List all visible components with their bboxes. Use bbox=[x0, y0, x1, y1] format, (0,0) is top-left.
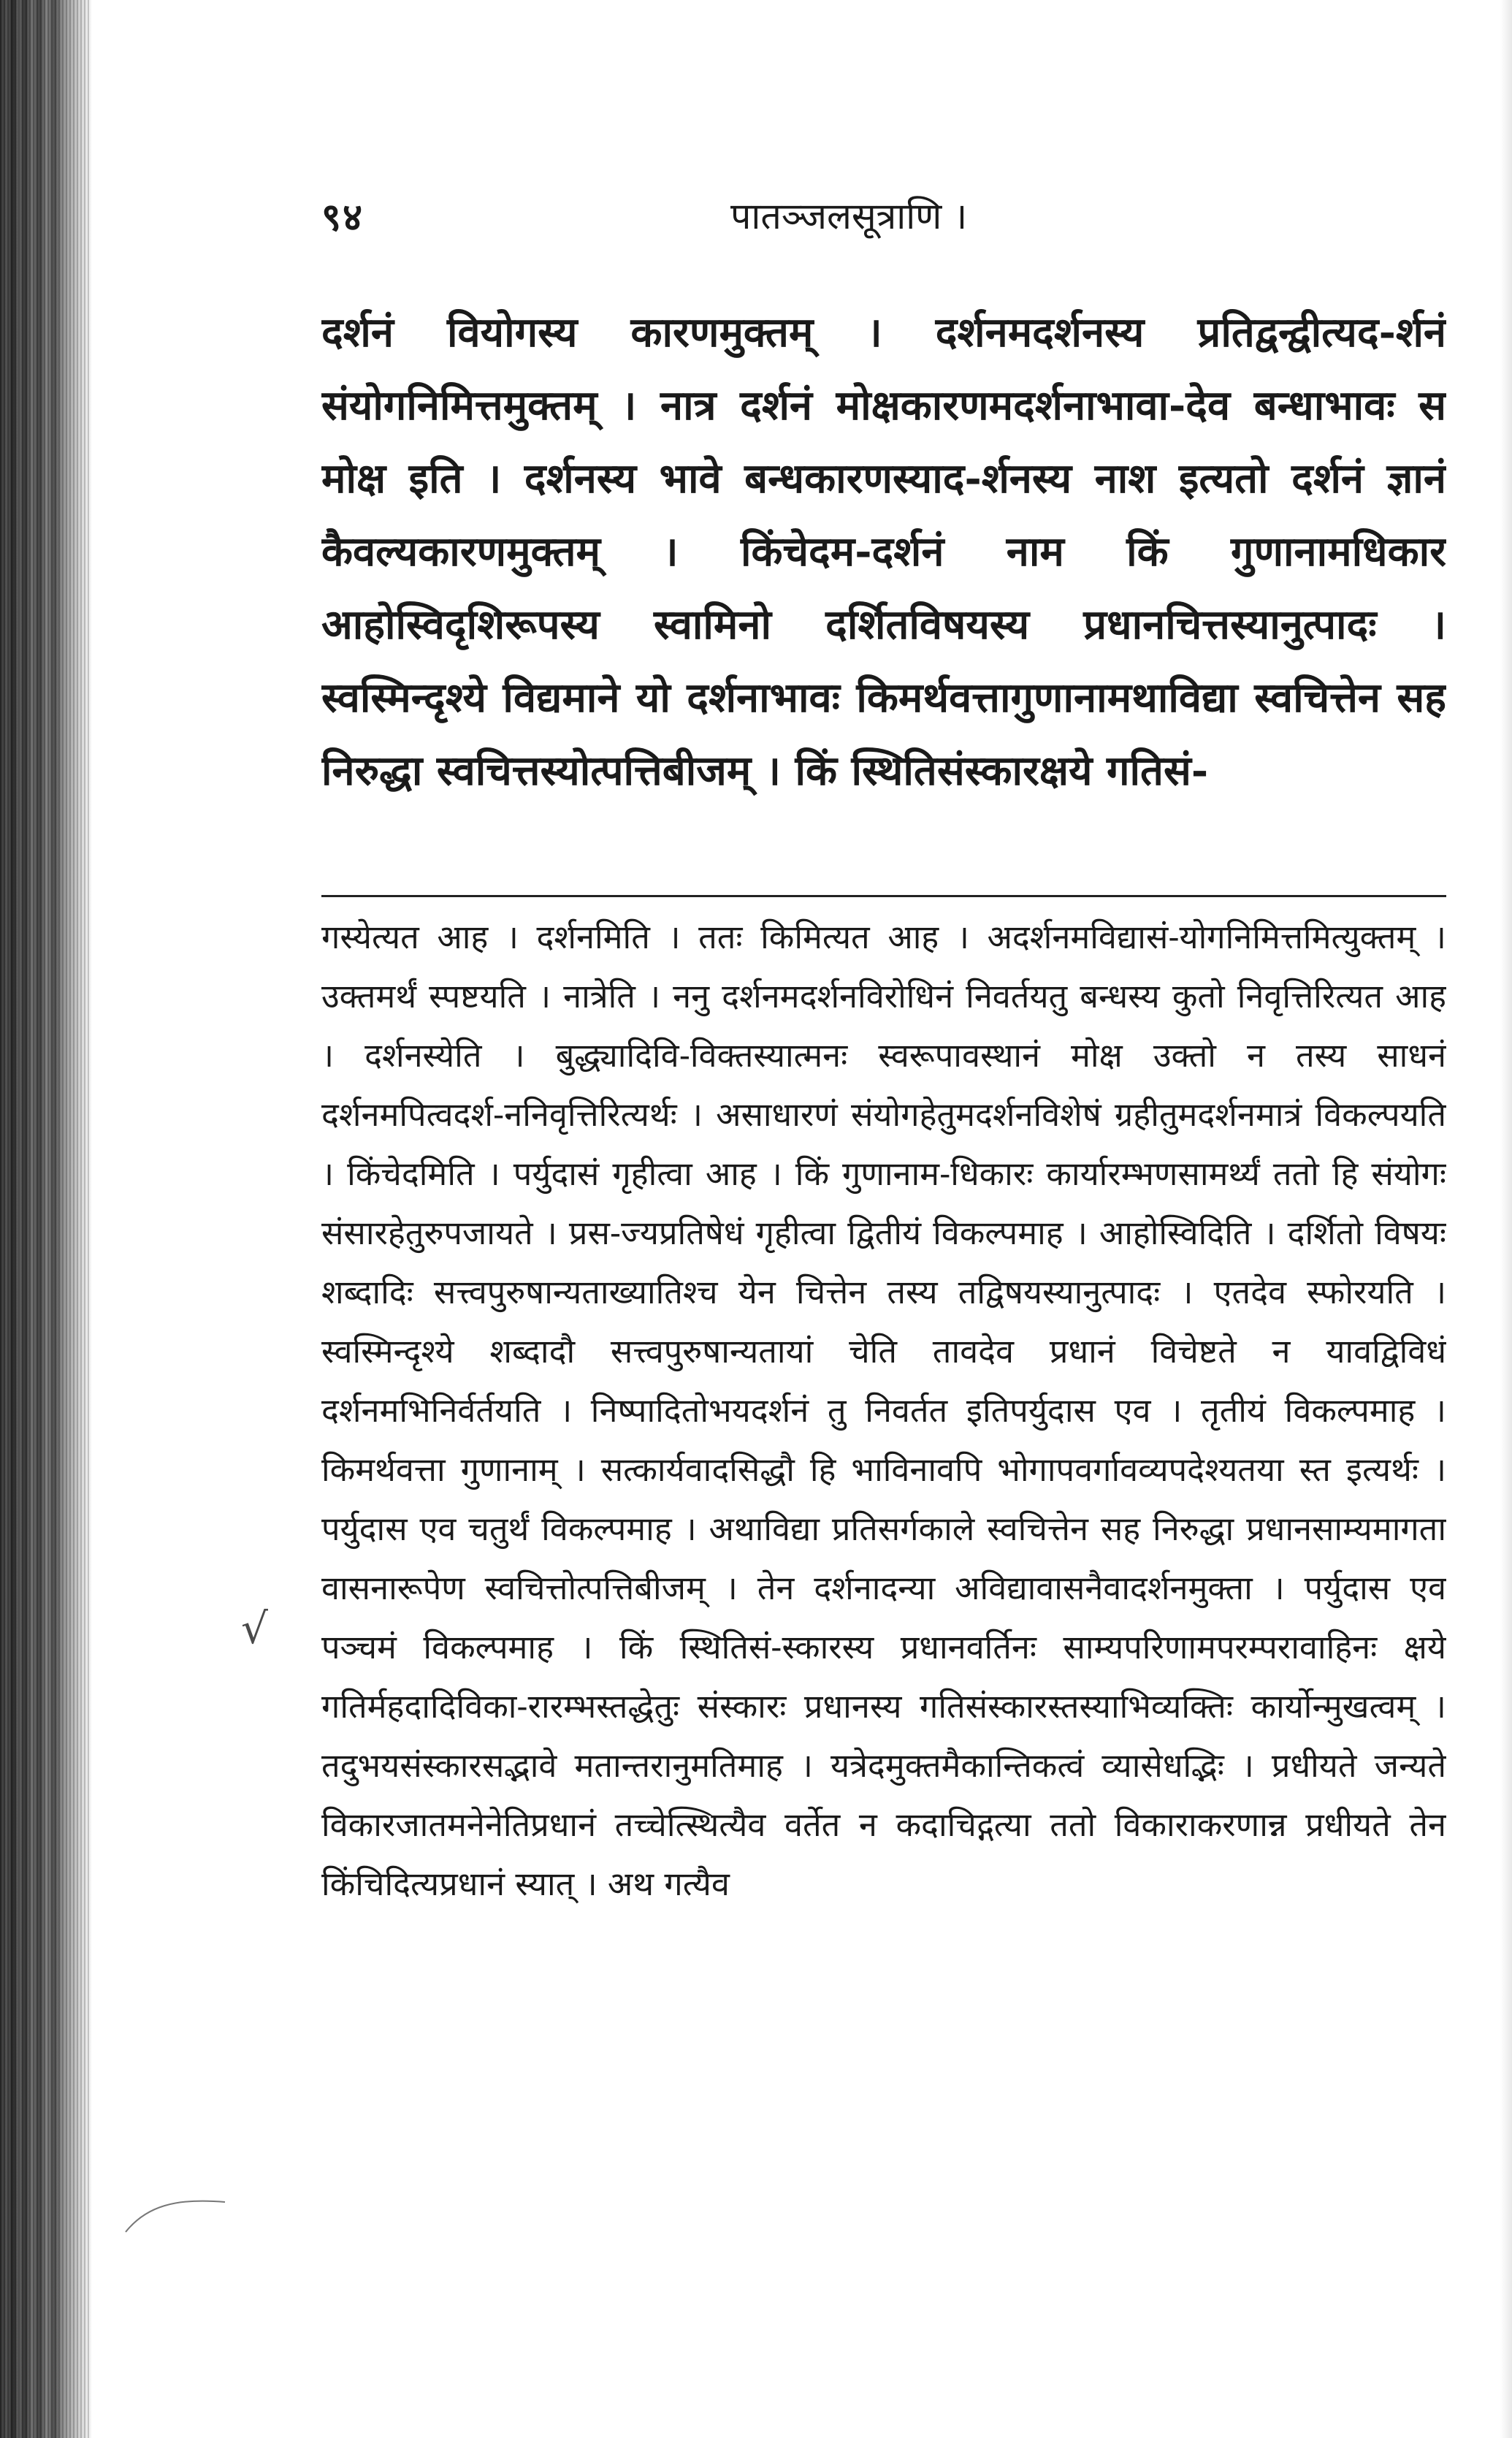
stray-pencil-curve bbox=[124, 2192, 226, 2236]
book-page bbox=[321, 183, 1446, 2427]
section-divider bbox=[321, 895, 1446, 897]
page-right-edge bbox=[1500, 0, 1512, 2438]
commentary-text: गस्येत्यत आह । दर्शनमिति । ततः किमित्यत आह । अदर्शनमविद्यासं-योगनिमित्तमित्युक्तम् । उक्तमर्थं स्पष्टयति । नात्रेति । ननु दर्शनमदर्शनविरोधिनं निवर्तयतु बन्धस्य कुतो निवृत्तिरित्यत आह । दर्शनस्येति । बुद्ध्यादिवि-विक्तस्यात्मनः स्वरूपावस्थानं मोक्ष उक्तो न तस्य साधनं दर्शनमपित्वदर्श-ननिवृत्तिरित्यर्थः । असाधारणं संयोगहेतुमदर्शनविशेषं ग्रहीतुमदर्शनमात्रं विकल्पयति । किंचेदमिति । पर्युदासं गृहीत्वा आह । किं गुणानाम-धिकारः कार्यारम्भणसामर्थ्यं ततो हि संयोगः संसारहेतुरुपजायते । प्रस-ज्यप्रतिषेधं गृहीत्वा द्वितीयं विकल्पमाह । आहोस्विदिति । दर्शितो विषयः शब्दादिः सत्त्वपुरुषान्यताख्यातिश्च येन चित्तेन तस्य तद्विषयस्यानुत्पादः । एतदेव स्फोरयति । स्वस्मिन्दृश्ये शब्दादौ सत्त्वपुरुषान्यतायां चेति तावदेव प्रधानं विचेष्टते न यावद्विविधं दर्शनमभिनिर्वर्तयति । निष्पादितोभयदर्शनं तु निवर्तत इतिपर्युदास एव । तृतीयं विकल्पमाह । किमर्थवत्ता गुणानाम् । सत्कार्यवादसिद्धौ हि भाविनावपि भोगापवर्गावव्यपदेश्यतया स्त इत्यर्थः । पर्युदास एव चतुर्थं विकल्पमाह । अथाविद्या प्रतिसर्गकाले स्वचित्तेन सह निरुद्धा प्रधानसाम्यमागता वासनारूपेण स्वचित्तोत्पत्तिबीजम् । तेन दर्शनादन्या अविद्यावासनैवादर्शनमुक्ता । पर्युदास एव पञ्चमं विकल्पमाह । किं स्थितिसं-स्कारस्य प्रधानवर्तिनः साम्यपरिणामपरम्परावाहिनः क्षये गतिर्महदादिविका-रारम्भस्तद्धेतुः संस्कारः प्रधानस्य गतिसंस्कारस्तस्याभिव्यक्तिः कार्योन्मुखत्वम् । तदुभयसंस्कारसद्भावे मतान्तरानुमतिमाह । यत्रेदमुक्तमैकान्तिकत्वं व्यासेधद्भिः । प्रधीयते जन्यते विकारजातमनेनेतिप्रधानं तच्चेत्स्थित्यैव वर्तेत न कदाचिद्गत्या ततो विकाराकरणान्न प्रधीयते तेन किंचिदित्यप्रधानं स्यात् । अथ गत्यैव bbox=[321, 918, 1446, 1903]
page-header bbox=[321, 183, 1446, 248]
page-number: ९४ bbox=[321, 195, 364, 240]
pencil-check-mark: √ bbox=[241, 1604, 268, 1653]
sutra-bhashya-text: दर्शनं वियोगस्य कारणमुक्तम् । दर्शनमदर्शनस्य प्रतिद्वन्द्वीत्यद-र्शनं संयोगनिमित्तमुक्तम् । नात्र दर्शनं मोक्षकारणमदर्शनाभावा-देव बन्धाभावः स मोक्ष इति । दर्शनस्य भावे बन्धकारणस्याद-र्शनस्य नाश इत्यतो दर्शनं ज्ञानं कैवल्यकारणमुक्तम् । किंचेदम-दर्शनं नाम किं गुणानामधिकार आहोस्विदृशिरूपस्य स्वामिनो दर्शितविषयस्य प्रधानचित्तस्यानुत्पादः । स्वस्मिन्दृश्ये विद्यमाने यो दर्शनाभावः किमर्थवत्तागुणानामथाविद्या स्वचित्तेन सह निरुद्धा स्वचित्तस्योत्पत्तिबीजम् । किं स्थितिसंस्कारक्षये गतिसं- bbox=[321, 308, 1446, 795]
running-title: पातञ्जलसूत्राणि । bbox=[730, 195, 968, 237]
book-binding-edge bbox=[0, 0, 91, 2438]
